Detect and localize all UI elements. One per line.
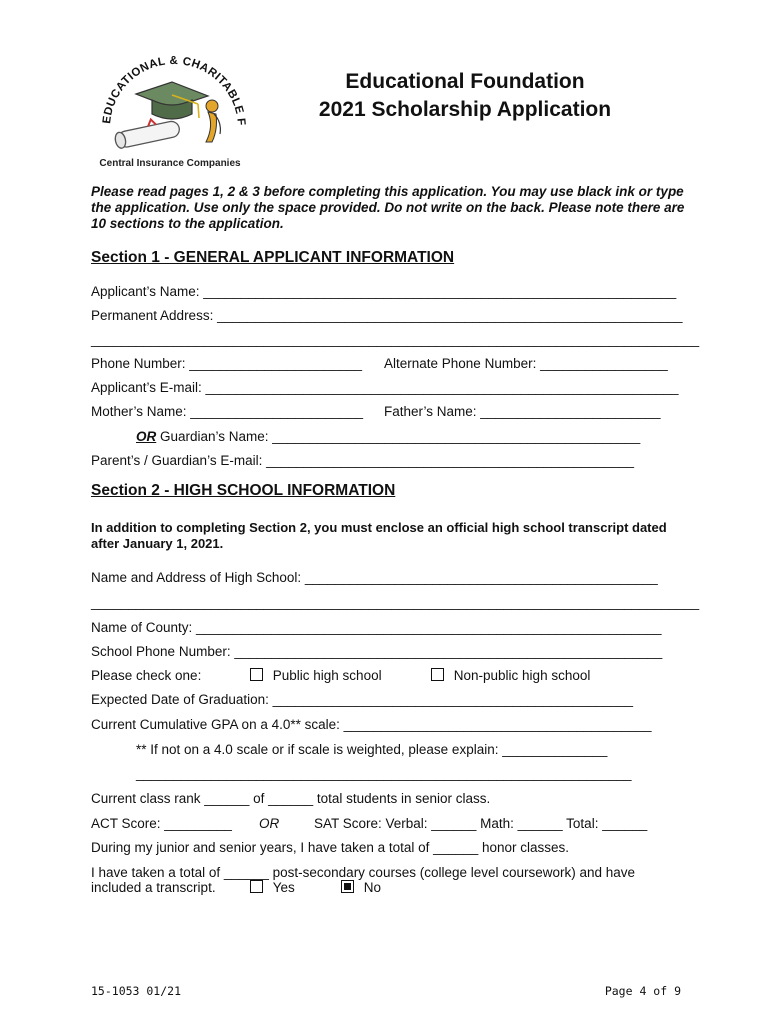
county-field[interactable]: Name of County: ______________________________________________________________ bbox=[91, 620, 662, 635]
form-title-line2: 2021 Scholarship Application bbox=[318, 98, 612, 121]
phone-number-field[interactable]: Phone Number: _______________________ bbox=[91, 356, 362, 371]
nonpublic-high-school-checkbox[interactable] bbox=[431, 668, 444, 681]
logo-caption: Central Insurance Companies bbox=[99, 158, 241, 169]
section-1-heading: Section 1 - GENERAL APPLICANT INFORMATION bbox=[91, 249, 455, 266]
guardian-name-field[interactable] bbox=[136, 429, 640, 444]
address-line2-field[interactable]: _________________________________________________________________________________ bbox=[91, 332, 700, 347]
act-sat-or-label: OR bbox=[259, 816, 280, 831]
foundation-logo bbox=[90, 30, 250, 170]
class-rank-field[interactable]: Current class rank ______ of ______ total students in senior class. bbox=[91, 791, 491, 806]
permanent-address-field[interactable]: Permanent Address: ______________________________________________________________ bbox=[91, 308, 683, 323]
mother-name-field[interactable]: Mother’s Name: _______________________ bbox=[91, 404, 363, 419]
page-number: Page 4 of 9 bbox=[604, 984, 681, 998]
section-2-heading: Section 2 - HIGH SCHOOL INFORMATION bbox=[91, 482, 396, 499]
graduation-cap-logo-icon bbox=[90, 30, 250, 170]
public-high-school-label: Public high school bbox=[272, 668, 382, 683]
transcript-yes-option[interactable] bbox=[250, 880, 295, 895]
gpa-explain-line2[interactable]: __________________________________________________________________ bbox=[136, 766, 632, 781]
form-title-line1: Educational Foundation bbox=[345, 70, 585, 93]
applicant-email-field[interactable]: Applicant’s E-mail: _______________________________________________________________ bbox=[91, 380, 679, 395]
nonpublic-high-school-option[interactable] bbox=[431, 668, 590, 683]
gpa-field[interactable]: Current Cumulative GPA on a 4.0** scale: _________________________________________ bbox=[91, 717, 652, 732]
father-name-field[interactable]: Father’s Name: ________________________ bbox=[384, 404, 661, 419]
transcript-yes-checkbox[interactable] bbox=[250, 880, 263, 893]
guardian-name-label: Guardian’s Name: _________________________________________________ bbox=[156, 429, 641, 444]
graduation-date-field[interactable]: Expected Date of Graduation: ________________________________________________ bbox=[91, 692, 633, 707]
transcript-no-checkbox[interactable] bbox=[341, 880, 354, 893]
gpa-explain-field[interactable]: ** If not on a 4.0 scale or if scale is weighted, please explain: ______________ bbox=[136, 742, 608, 757]
transcript-no-option[interactable] bbox=[341, 880, 381, 895]
transcript-no-label: No bbox=[363, 880, 382, 895]
public-high-school-checkbox[interactable] bbox=[250, 668, 263, 681]
sat-score-field[interactable]: SAT Score: Verbal: ______ Math: ______ Total: ______ bbox=[314, 816, 648, 831]
high-school-name-field[interactable]: Name and Address of High School: _______________________________________________ bbox=[91, 570, 658, 585]
honor-classes-field[interactable]: During my junior and senior years, I have taken a total of ______ honor classes. bbox=[91, 840, 570, 855]
form-code: 15-1053 01/21 bbox=[91, 984, 182, 998]
transcript-yes-label: Yes bbox=[272, 880, 295, 895]
svg-text:EDUCATIONAL & CHARITABLE FOUND: EDUCATIONAL & CHARITABLE F bbox=[101, 54, 248, 127]
postsecondary-courses-field[interactable]: I have taken a total of ______ post-secondary courses (college level coursework) and have bbox=[91, 865, 636, 880]
applicant-name-field[interactable]: Applicant’s Name: _______________________________________________________________ bbox=[91, 284, 677, 299]
transcript-note: In addition to completing Section 2, you must enclose an official high school transcript dated after January 1, 2021. bbox=[91, 520, 667, 551]
public-high-school-option[interactable] bbox=[250, 668, 382, 683]
parent-email-field[interactable]: Parent’s / Guardian’s E-mail: _________________________________________________ bbox=[91, 453, 634, 468]
act-score-field[interactable]: ACT Score: _________ bbox=[91, 816, 232, 831]
transcript-included-label: included a transcript. bbox=[91, 880, 216, 895]
nonpublic-high-school-label: Non-public high school bbox=[453, 668, 591, 683]
instructions-paragraph: Please read pages 1, 2 & 3 before completing this application. You may use black ink or type the application. Use only the space provided. Do not write on the back. Please note there are 10 sections to the application. bbox=[91, 184, 685, 231]
or-label: OR bbox=[136, 429, 157, 444]
alternate-phone-field[interactable]: Alternate Phone Number: _________________ bbox=[384, 356, 668, 371]
check-one-label: Please check one: bbox=[91, 668, 202, 683]
school-phone-field[interactable]: School Phone Number: _________________________________________________________ bbox=[91, 644, 663, 659]
high-school-address-line2[interactable]: _________________________________________________________________________________ bbox=[91, 595, 700, 610]
